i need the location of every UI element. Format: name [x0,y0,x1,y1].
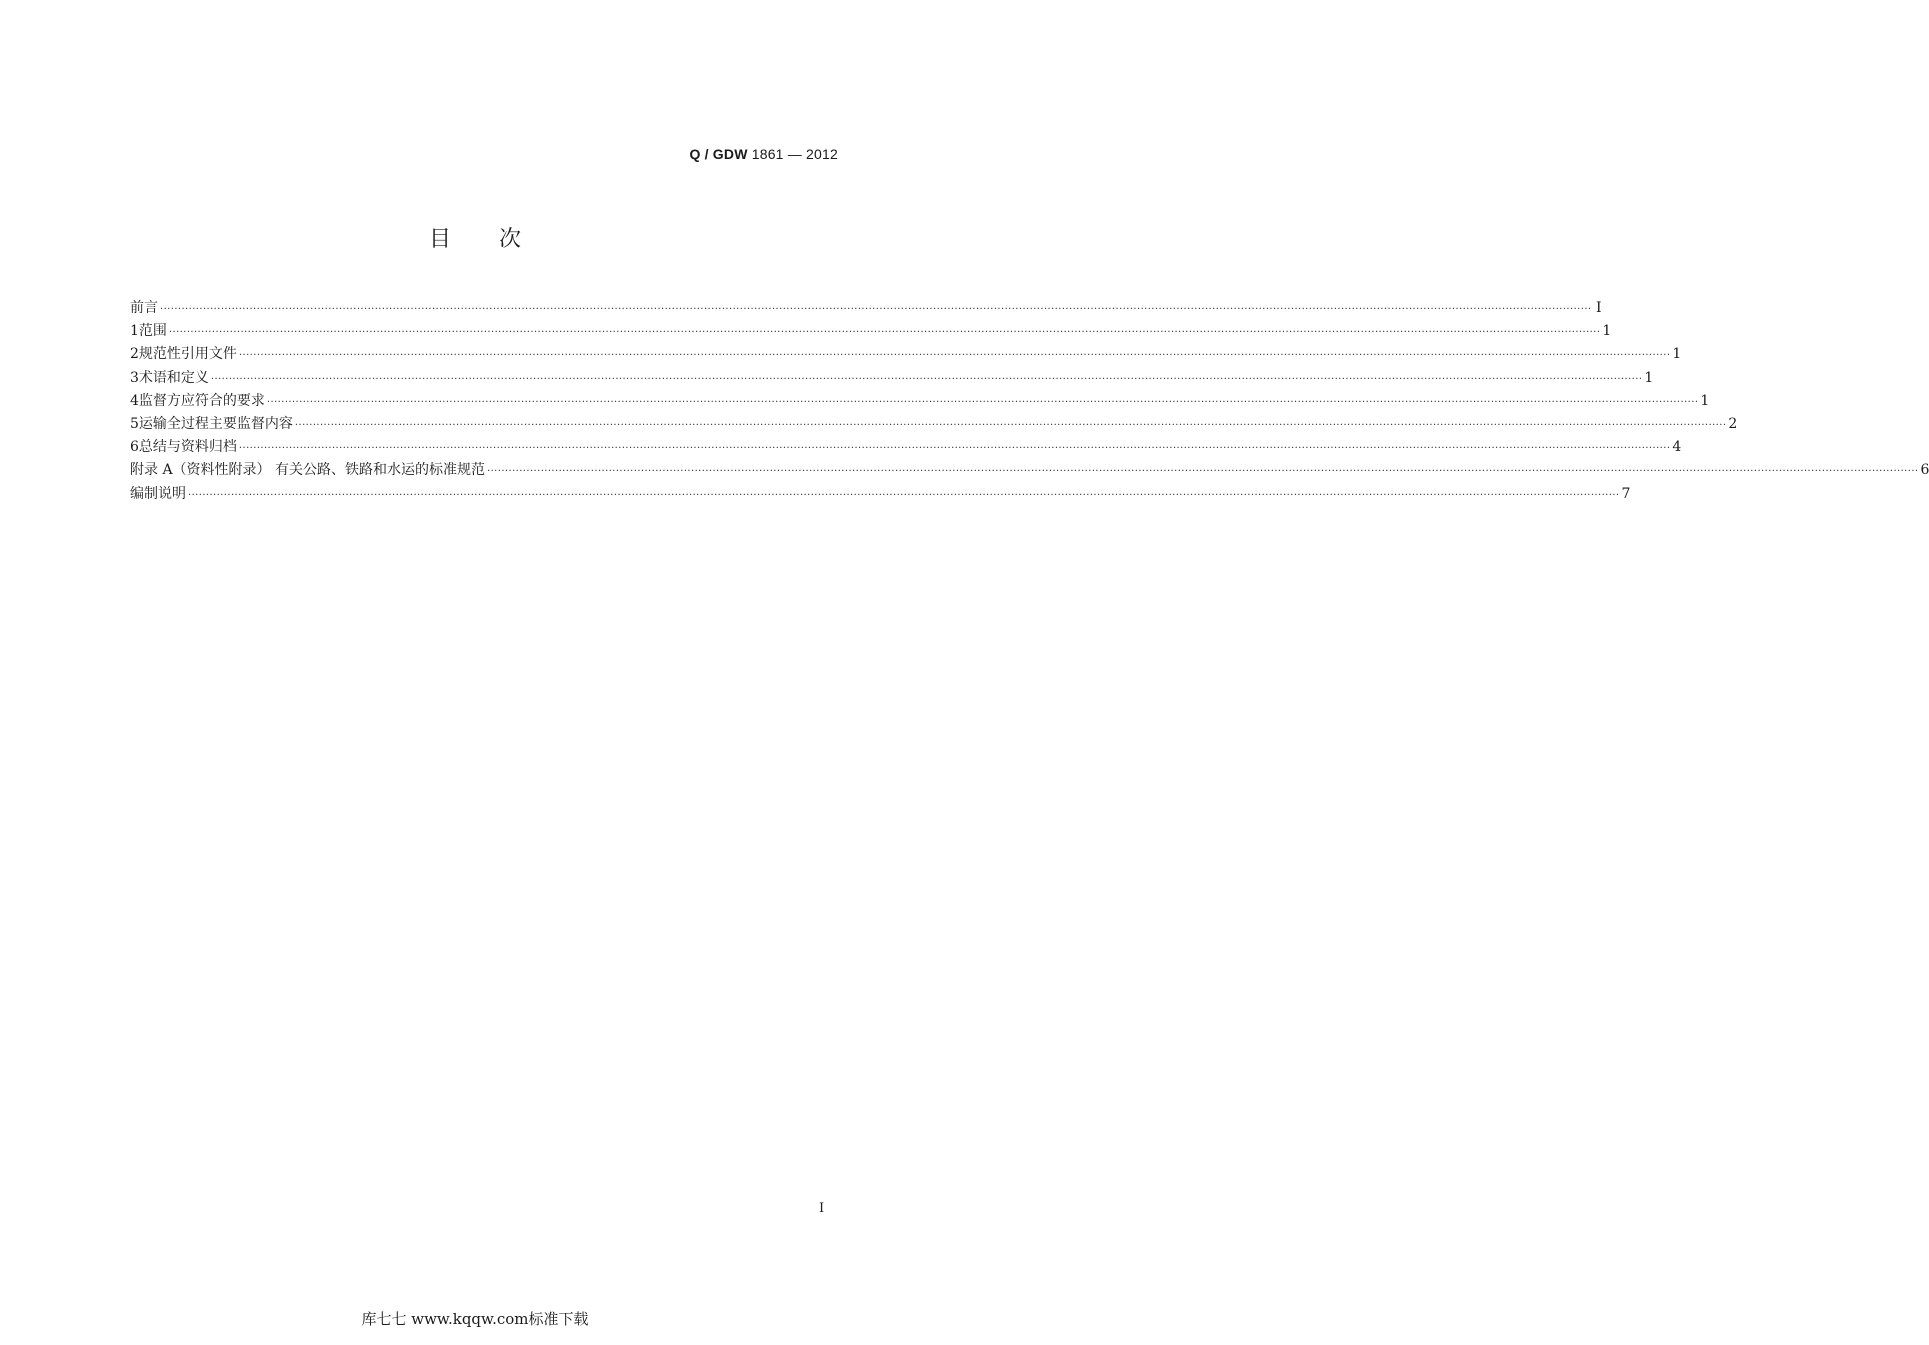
toc-entry-label: 术语和定义 [138,369,209,386]
toc-leader-dots: ················································································································································································································································································································································································································ [294,419,1727,431]
toc-leader-dots: ················································································································································································································································································································································································································ [210,373,1643,385]
toc-entry-number: 5 [130,415,139,432]
toc-leader-dots: ················································································································································································································································································································································································································ [238,443,1671,455]
toc-entry-page: 1 [1700,392,1710,409]
standard-prefix: Q / GDW [689,146,748,162]
toc-leader-dots: ················································································································································································································································································································································································································ [160,304,1592,315]
toc-entry-label: 前言 [130,300,158,316]
download-watermark: 库七七 www.kqqw.com标准下载 [361,1310,589,1328]
toc-entry-page: 1 [1672,346,1682,363]
toc-entry-number: 2 [130,346,139,363]
toc-entry-page: 1 [1644,369,1654,386]
page-number: I [819,1201,825,1216]
toc-entry-label: 运输全过程主要监督内容 [138,415,293,432]
toc-leader-dots: ················································································································································································································································································································································································································ [238,350,1671,362]
toc-entry-number: 1 [130,323,139,340]
toc-entry-transport-supervision[interactable] [130,413,1738,436]
toc-entry-label: 范围 [138,323,167,340]
table-of-contents [130,297,1929,506]
toc-entry-page: I [1595,300,1602,316]
toc-entry-label: 附录 A（资料性附录） 有关公路、铁路和水运的标准规范 [130,462,486,479]
toc-entry-page: 7 [1621,485,1631,502]
toc-leader-dots: ················································································································································································································································································································································································································ [266,396,1699,408]
toc-leader-dots: ················································································································································································································································································································································································································ [188,489,1620,501]
toc-entry-summary-archiving[interactable] [130,436,1682,459]
toc-leader-dots: ················································································································································································································································································································································································································ [168,327,1601,339]
toc-entry-supervisor-requirements[interactable] [130,390,1710,413]
toc-entry-number: 4 [130,392,139,409]
standard-code [689,146,838,162]
toc-entry-page: 6 [1920,462,1929,479]
toc-entry-label: 监督方应符合的要求 [138,392,265,409]
toc-entry-label: 规范性引用文件 [138,346,237,363]
toc-entry-scope[interactable] [130,320,1612,343]
toc-entry-page: 2 [1728,415,1738,432]
toc-entry-label: 编制说明 [130,485,186,502]
toc-entry-normative-references[interactable] [130,343,1682,366]
page-title: 目次 [428,227,569,252]
toc-entry-page: 1 [1602,323,1612,340]
toc-entry-terms[interactable] [130,367,1654,390]
toc-leader-dots: ················································································································································································································································································································································································································ [487,466,1919,478]
toc-entry-foreword[interactable] [130,297,1602,320]
toc-entry-appendix-a[interactable] [130,459,1929,482]
toc-entry-explanation[interactable] [130,483,1631,506]
toc-entry-page: 4 [1672,439,1682,456]
toc-entry-label: 总结与资料归档 [138,439,237,456]
toc-entry-number: 6 [130,439,139,456]
standard-number: 1861 — 2012 [751,146,838,162]
toc-entry-number: 3 [130,369,139,386]
